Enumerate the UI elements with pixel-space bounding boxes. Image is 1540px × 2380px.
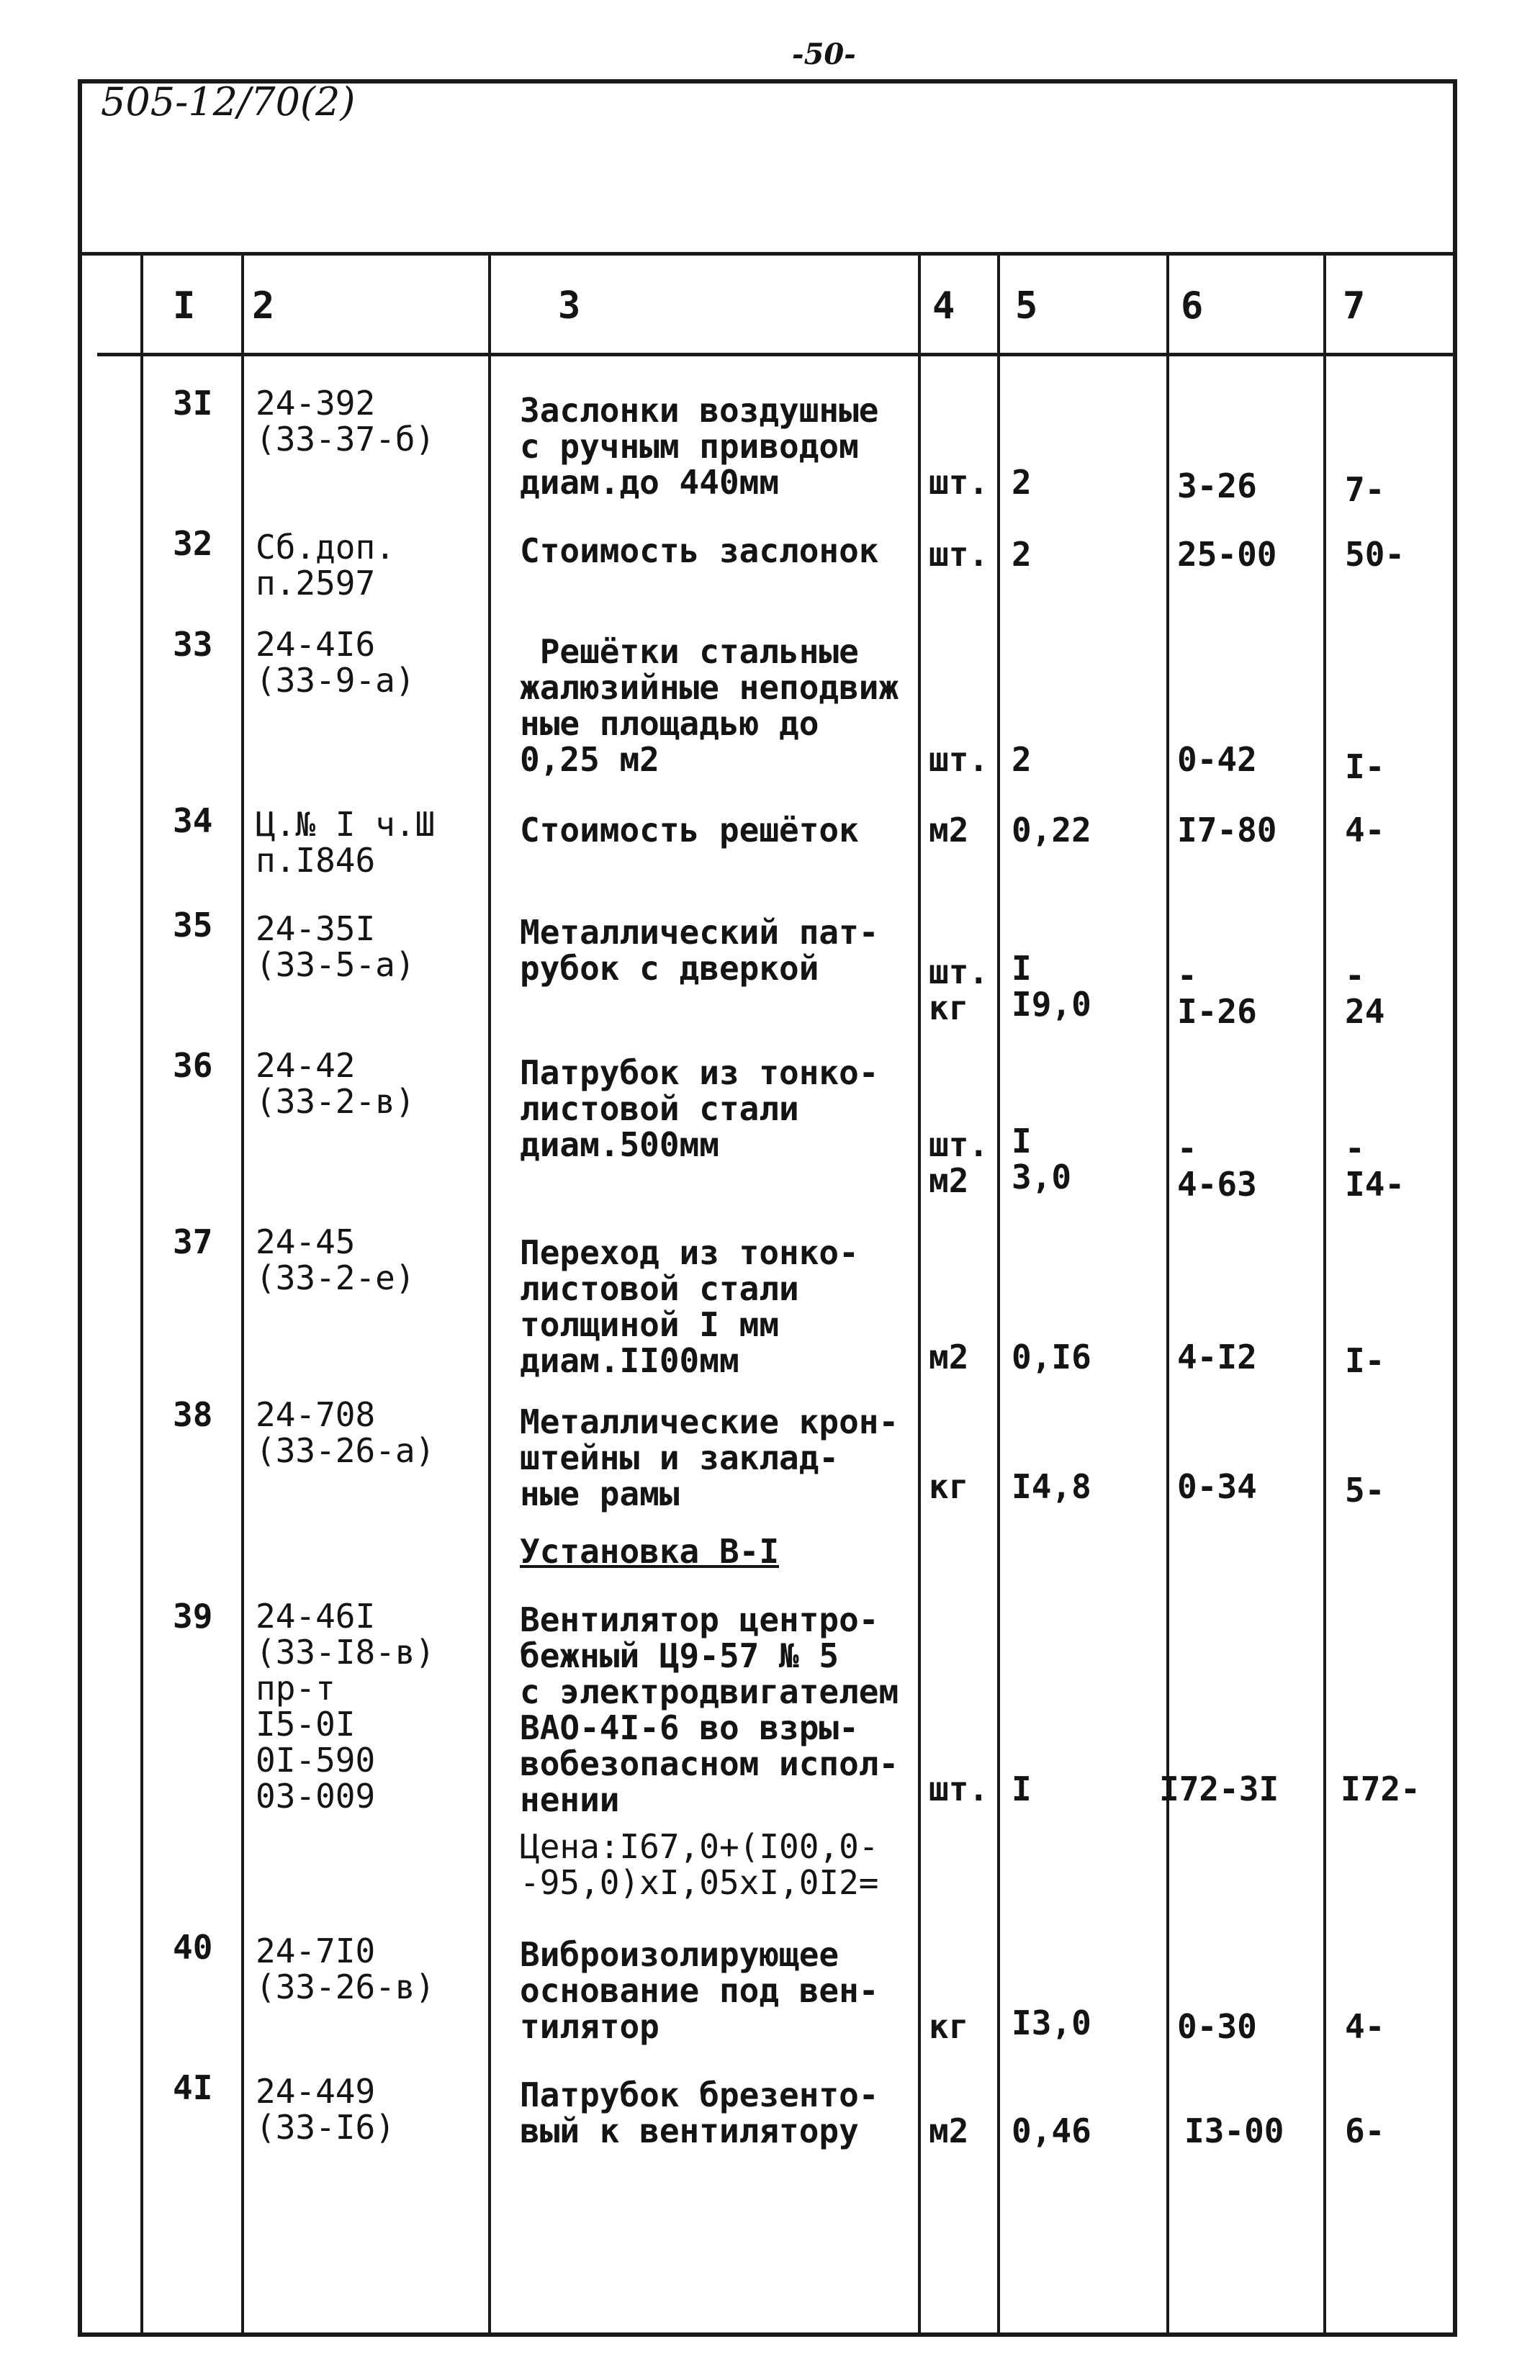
- row-total: - I4-: [1345, 1129, 1405, 1204]
- row-price: 25-00: [1177, 535, 1277, 574]
- row-number: 37: [173, 1222, 213, 1261]
- row-name: Стоимость заслонок: [520, 531, 879, 570]
- row-number: 33: [173, 625, 213, 664]
- row-number: 36: [173, 1046, 213, 1085]
- row-code: 24-708 (33-26-а): [256, 1395, 436, 1470]
- row-total: I-: [1345, 1341, 1385, 1380]
- row-name: Заслонки воздушные с ручным приводом диам.до 440мм: [520, 391, 879, 502]
- row-price: 0-30: [1177, 2007, 1257, 2046]
- column-header: 3: [558, 284, 581, 328]
- row-code: Сб.доп. п.2597: [256, 528, 395, 603]
- column-rule: [488, 252, 491, 2337]
- row-number: 40: [173, 1928, 213, 1967]
- row-qty: 2: [1012, 535, 1032, 574]
- row-unit: шт.: [929, 740, 989, 779]
- row-number: 35: [173, 906, 213, 945]
- row-code: 24-4I6 (33-9-а): [256, 625, 415, 700]
- row-total: - 24: [1345, 956, 1385, 1031]
- row-number: 3I: [173, 384, 213, 423]
- row-name: Патрубок из тонко- листовой стали диам.500мм: [520, 1053, 879, 1164]
- row-unit: м2: [929, 811, 969, 849]
- row-name: Металлический пат- рубок с дверкой: [520, 913, 879, 988]
- column-rule: [241, 252, 244, 2337]
- row-qty: 0,46: [1012, 2111, 1091, 2150]
- row-unit: шт.: [929, 535, 989, 574]
- row-name: Вентилятор центро- бежный Ц9-57 № 5 с электродвигателем ВАО-4I-6 во взры- вобезопасном испол- нении: [520, 1600, 899, 1819]
- row-total: 5-: [1345, 1471, 1385, 1510]
- row-name: Патрубок брезенто- вый к вентилятору: [520, 2075, 879, 2150]
- row-price: 4-I2: [1177, 1338, 1257, 1376]
- row-name: Переход из тонко- листовой стали толщиной I мм диам.II00мм: [520, 1233, 859, 1380]
- row-price: I3-00: [1184, 2111, 1284, 2150]
- row-total: 6-: [1345, 2111, 1385, 2150]
- row-name: Металлические крон- штейны и заклад- ные рамы: [520, 1402, 899, 1513]
- section-title: Установка В-I: [520, 1532, 780, 1571]
- header-top-rule: [78, 252, 1457, 256]
- row-code: 24-392 (33-37-б): [256, 384, 436, 459]
- row-unit: шт. м2: [929, 1125, 989, 1200]
- row-qty: 0,I6: [1012, 1338, 1091, 1376]
- row-unit: м2: [929, 1338, 969, 1376]
- row-name: Виброизолирующее основание под вен- тилятор: [520, 1935, 879, 2046]
- row-total: I-: [1345, 747, 1385, 786]
- column-header: 5: [1015, 284, 1038, 328]
- column-header: 6: [1181, 284, 1204, 328]
- row-unit: шт.: [929, 463, 989, 502]
- row-price: 0-42: [1177, 740, 1257, 779]
- row-qty: I I9,0: [1012, 949, 1091, 1024]
- row-code: 24-449 (33-I6): [256, 2072, 395, 2147]
- page-number: -50-: [792, 37, 856, 71]
- row-name: Стоимость решёток: [520, 811, 859, 849]
- row-total: 4-: [1345, 811, 1385, 849]
- row-number: 34: [173, 801, 213, 840]
- row-price: - 4-63: [1177, 1129, 1257, 1204]
- row-code: 24-35I (33-5-а): [256, 909, 415, 984]
- header-bottom-rule: [97, 353, 1457, 356]
- row-price: I72-3I: [1159, 1770, 1279, 1808]
- row-code: Ц.№ I ч.Ш п.I846: [256, 805, 436, 880]
- column-header: 7: [1343, 284, 1366, 328]
- row-price: I7-80: [1177, 811, 1277, 849]
- row-total: 7-: [1345, 470, 1385, 509]
- column-header: I: [173, 284, 196, 328]
- row-unit: шт.: [929, 1770, 989, 1808]
- row-qty: I: [1012, 1770, 1032, 1808]
- price-note: Цена:I67,0+(I00,0- -95,0)хI,05хI,0I2=: [520, 1827, 879, 1902]
- row-total: 50-: [1345, 535, 1405, 574]
- row-qty: I4,8: [1012, 1467, 1091, 1506]
- row-qty: 2: [1012, 463, 1032, 502]
- row-qty: I3,0: [1012, 2003, 1091, 2042]
- column-rule: [1166, 252, 1169, 2337]
- row-qty: 0,22: [1012, 811, 1091, 849]
- row-unit: шт. кг: [929, 952, 989, 1027]
- row-total: I72-: [1341, 1770, 1420, 1808]
- row-number: 4I: [173, 2068, 213, 2107]
- column-rule: [997, 252, 1000, 2337]
- row-number: 32: [173, 524, 213, 563]
- column-rule: [918, 252, 921, 2337]
- row-unit: м2: [929, 2111, 969, 2150]
- row-qty: I 3,0: [1012, 1122, 1072, 1196]
- document-code: 505-12/70(2): [101, 79, 356, 125]
- row-unit: кг: [929, 2007, 969, 2046]
- row-number: 38: [173, 1395, 213, 1434]
- row-code: 24-45 (33-2-е): [256, 1222, 415, 1297]
- column-header: 2: [252, 284, 275, 328]
- row-code: 24-7I0 (33-26-в): [256, 1932, 436, 2006]
- row-code: 24-42 (33-2-в): [256, 1046, 415, 1121]
- row-name: Решётки стальные жалюзийные неподвиж ные площадью до 0,25 м2: [520, 632, 899, 779]
- row-qty: 2: [1012, 740, 1032, 779]
- row-unit: кг: [929, 1467, 969, 1506]
- row-price: - I-26: [1177, 956, 1257, 1031]
- row-number: 39: [173, 1597, 213, 1636]
- row-total: 4-: [1345, 2007, 1385, 2046]
- column-header: 4: [932, 284, 955, 328]
- column-rule: [140, 252, 143, 2337]
- row-code: 24-46I (33-I8-в) пр-т I5-0I 0I-590 03-009: [256, 1597, 436, 1816]
- row-price: 3-26: [1177, 466, 1257, 505]
- column-rule: [1323, 252, 1326, 2337]
- row-price: 0-34: [1177, 1467, 1257, 1506]
